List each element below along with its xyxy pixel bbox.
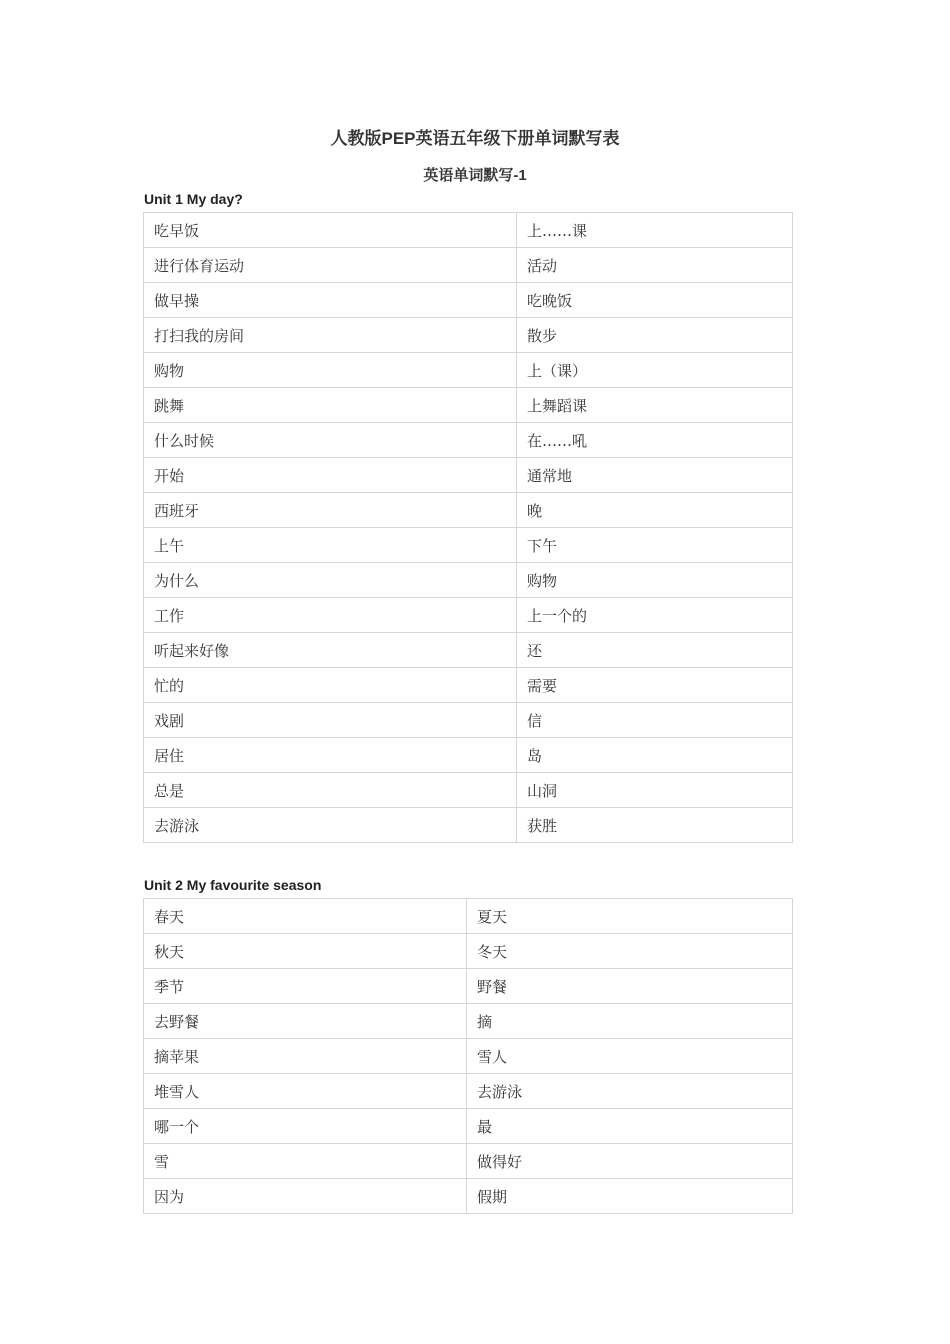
vocab-cell: 需要 [517, 668, 793, 703]
vocab-cell: 购物 [517, 563, 793, 598]
vocab-cell: 通常地 [517, 458, 793, 493]
table-row [144, 899, 793, 934]
vocab-cell: 进行体育运动 [144, 248, 517, 283]
vocab-cell: 上（课） [517, 353, 793, 388]
vocab-cell: 散步 [517, 318, 793, 353]
table-row [144, 283, 793, 318]
vocab-cell: 总是 [144, 773, 517, 808]
vocab-cell: 购物 [144, 353, 517, 388]
table-row [144, 1144, 793, 1179]
vocab-cell: 下午 [517, 528, 793, 563]
table-row [144, 598, 793, 633]
table-row [144, 808, 793, 843]
vocab-cell: 季节 [144, 969, 467, 1004]
vocab-cell: 晚 [517, 493, 793, 528]
vocab-cell: 雪人 [467, 1039, 793, 1074]
table-row [144, 528, 793, 563]
vocab-cell: 吃早饭 [144, 213, 517, 248]
vocab-cell: 戏剧 [144, 703, 517, 738]
table-row [144, 353, 793, 388]
vocab-cell: 春天 [144, 899, 467, 934]
table-row [144, 969, 793, 1004]
vocab-cell: 信 [517, 703, 793, 738]
table-row [144, 934, 793, 969]
vocab-cell: 去野餐 [144, 1004, 467, 1039]
table-row [144, 633, 793, 668]
vocab-cell: 堆雪人 [144, 1074, 467, 1109]
vocab-cell: 摘 [467, 1004, 793, 1039]
table-row [144, 423, 793, 458]
vocab-cell: 因为 [144, 1179, 467, 1214]
vocab-cell: 山洞 [517, 773, 793, 808]
vocab-cell: 摘苹果 [144, 1039, 467, 1074]
table-row [144, 458, 793, 493]
vocab-cell: 西班牙 [144, 493, 517, 528]
vocab-cell: 居住 [144, 738, 517, 773]
table-row [144, 1109, 793, 1144]
vocab-cell: 假期 [467, 1179, 793, 1214]
document-subtitle: 英语单词默写-1 [423, 167, 527, 184]
table-row [144, 773, 793, 808]
table-row [144, 563, 793, 598]
table-row [144, 738, 793, 773]
vocab-cell: 吃晚饭 [517, 283, 793, 318]
vocab-cell: 秋天 [144, 934, 467, 969]
vocab-cell: 做早操 [144, 283, 517, 318]
unit-1-heading: Unit 1 My day? [144, 191, 243, 207]
vocab-cell: 去游泳 [467, 1074, 793, 1109]
table-row [144, 1039, 793, 1074]
table-row [144, 493, 793, 528]
unit-2-vocab-table [143, 898, 793, 1214]
unit-2-heading: Unit 2 My favourite season [144, 877, 322, 893]
table-row [144, 388, 793, 423]
vocab-cell: 听起来好像 [144, 633, 517, 668]
vocab-cell: 野餐 [467, 969, 793, 1004]
table-row [144, 318, 793, 353]
table-row [144, 668, 793, 703]
table-row [144, 1179, 793, 1214]
vocab-cell: 夏天 [467, 899, 793, 934]
table-row [144, 248, 793, 283]
vocab-cell: 做得好 [467, 1144, 793, 1179]
vocab-cell: 雪 [144, 1144, 467, 1179]
vocab-cell: 获胜 [517, 808, 793, 843]
vocab-cell: 上舞蹈课 [517, 388, 793, 423]
vocab-cell: 工作 [144, 598, 517, 633]
vocab-cell: 忙的 [144, 668, 517, 703]
vocab-cell: 去游泳 [144, 808, 517, 843]
vocab-cell: 哪一个 [144, 1109, 467, 1144]
vocab-cell: 在……吼 [517, 423, 793, 458]
vocab-cell: 岛 [517, 738, 793, 773]
document-title: 人教版PEP英语五年级下册单词默写表 [330, 129, 620, 148]
vocab-cell: 活动 [517, 248, 793, 283]
vocab-cell: 为什么 [144, 563, 517, 598]
vocab-cell: 还 [517, 633, 793, 668]
vocab-cell: 冬天 [467, 934, 793, 969]
vocab-cell: 上……课 [517, 213, 793, 248]
table-row [144, 1004, 793, 1039]
vocab-cell: 开始 [144, 458, 517, 493]
table-row [144, 1074, 793, 1109]
vocab-cell: 打扫我的房间 [144, 318, 517, 353]
vocab-cell: 上午 [144, 528, 517, 563]
vocab-cell: 跳舞 [144, 388, 517, 423]
vocab-cell: 上一个的 [517, 598, 793, 633]
vocab-cell: 最 [467, 1109, 793, 1144]
vocab-cell: 什么时候 [144, 423, 517, 458]
table-row [144, 213, 793, 248]
table-row [144, 703, 793, 738]
unit-1-vocab-table [143, 212, 793, 843]
